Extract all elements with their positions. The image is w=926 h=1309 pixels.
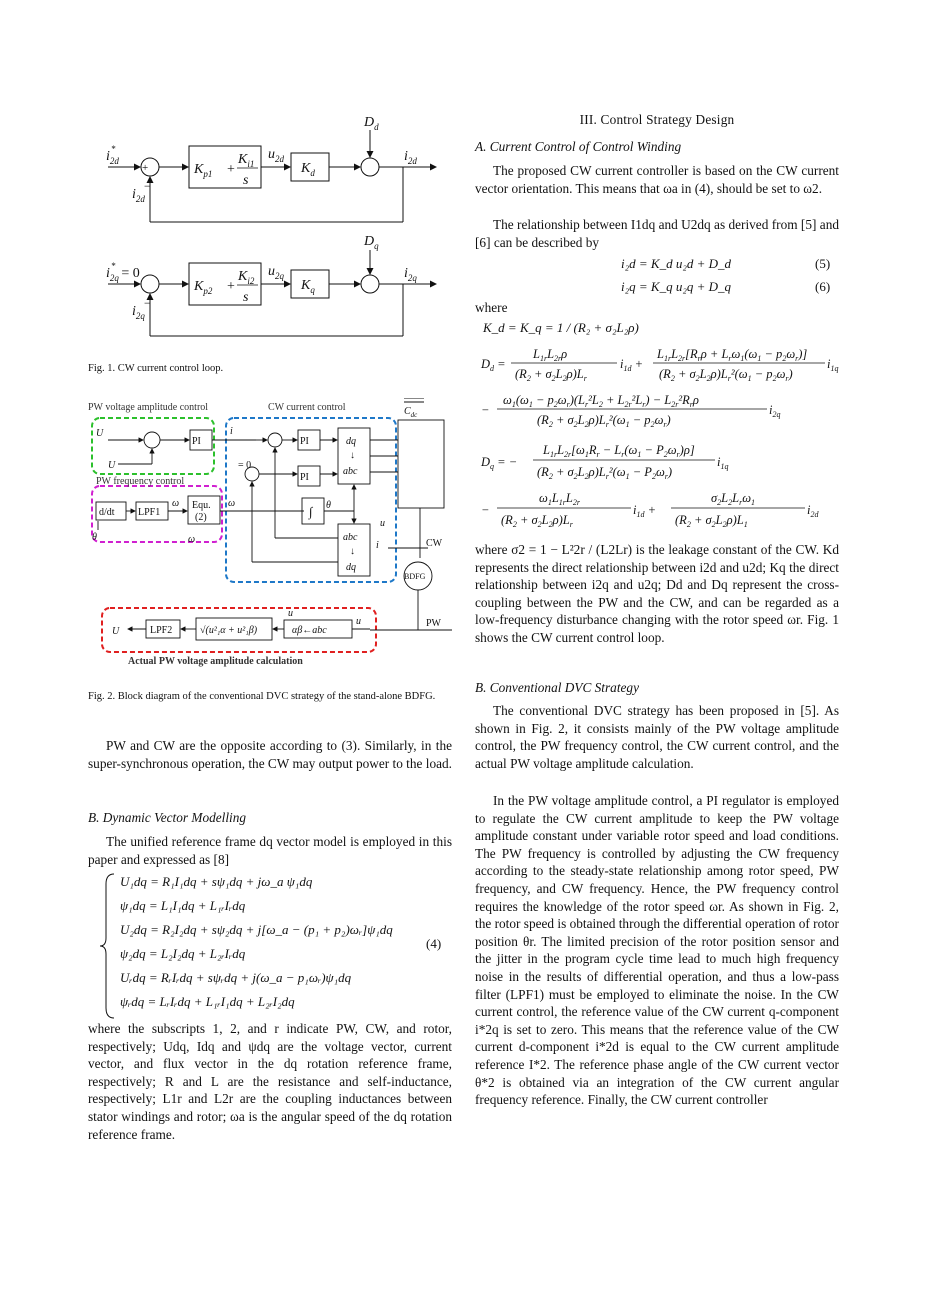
fig2-cw-cur-label: CW current control	[268, 402, 346, 413]
left-para2: The unified reference frame dq vector model is employed in this paper and expressed as [8]	[88, 834, 452, 867]
eq-Kd-Kq: K_d = K_q = 1 / (R₂ + σ₂L₂ρ)	[483, 320, 639, 335]
svg-text:(R2 + σ2L2ρ)Lr: $(R_2 + \sigma_2L_2\rho)L_r$	[501, 513, 573, 529]
fig2-pi3: PI	[300, 472, 309, 483]
fig1-plus-d: +	[227, 162, 235, 177]
fig2-lpf2: LPF2	[150, 625, 173, 636]
fig2-integral: ∫	[309, 504, 313, 519]
fig1-i2q-out-label: $i_{2q}$	[404, 266, 417, 283]
fig1-i2d-ref-label: $i_{2d}*$	[106, 144, 119, 166]
fig1-sum1-plus: +	[142, 162, 149, 174]
fig2-dvc-block-diagram	[88, 398, 452, 670]
eq4-line4: ψ₂dq = L₂I₂dq + L₂ᵣIᵣdq	[120, 946, 246, 961]
fig1-Ki1-label: $K_{i1}$	[238, 152, 255, 169]
svg-text:(R2 + σ2L2ρ)Lr²(ω1 − p2ωr): $(R_2 + \sigma_2L_2\rho)L_r^2(\omega_1 - p_2\omega_r)$	[659, 367, 793, 383]
fig1-plus-q: +	[227, 279, 235, 294]
svg-text:(R2 + σ2L2ρ)L1: $(R_2 + \sigma_2L_2\rho)L_1$	[675, 513, 748, 529]
fig2-pw: PW	[426, 618, 441, 629]
svg-text:−: −	[481, 503, 490, 517]
left-para3: where the subscripts 1, 2, and r indicate PW, CW, and rotor, respectively; Udq, Idq and ψdq are the voltage vector, current vector, and flux vector in the dq rotation reference frame, respectively; R and L are the resistance and self-inductance, respectively; L1r and L2r are the coupling inductances between stator windings and rotor; ωa is the angular speed of the dq rotation reference frame.	[88, 1021, 452, 1142]
fig1-i2d-fb-label: $i_{2d}$	[132, 187, 145, 204]
fig1-u2d-label: $u_{2d}$	[268, 147, 284, 164]
fig2-abc2: abc	[343, 532, 358, 543]
fig1-i2q-ref-label: $i_{2q}* = 0$	[106, 261, 140, 283]
right-paraB1: The conventional DVC strategy has been proposed in [5]. As shown in Fig. 2, it consists mainly of the PW voltage amplitude control, the PW frequency control, the CW current control, and the actual PW voltage amplitude calculation.	[475, 703, 839, 771]
fig2-actual-amp-label: Actual PW voltage amplitude calculation	[128, 656, 303, 667]
section-title: III. Control Strategy Design	[579, 112, 735, 127]
fig1-Kp1-label: $K_{p1}$	[194, 162, 213, 179]
eq4-number: (4)	[426, 936, 442, 951]
svg-text:ω1(ω1 − p2ωr)(Lr²L2 + L2r²Lr): $\omega_1(\omega_1 - p_2\omega_r)(L_r^2L_2 + L_{2r}^2L_r) - L_{2r}^2R_r\rho$	[503, 393, 699, 409]
eq4-brace	[98, 872, 118, 1020]
fig1-Kp2-label: $K_{p2}$	[194, 279, 213, 296]
left-subsec-b: B. Dynamic Vector Modelling	[88, 810, 247, 825]
fig2-omega-r: ω	[172, 498, 180, 509]
fig2-transform: αβ←abc	[292, 625, 327, 636]
svg-text:Dq = −: $D_q$ = −	[481, 455, 518, 471]
fig2-arrow2: ↓	[350, 546, 355, 557]
fig2-theta2: θ	[326, 500, 331, 511]
fig2-i2d: i	[230, 426, 233, 437]
fig1-Kq-label: $K_q$	[301, 278, 315, 295]
fig1-cw-current-loop	[88, 110, 452, 340]
fig1-Dd-label: $D_d$	[364, 115, 379, 132]
right-paraSigma: where σ2 = 1 − L²2r / (L2Lr) is the leakage constant of the CW. Kd represents the direct relationship between i2d and u2d; Kq the direct relationship between i2q and u2q; Dd and Dq represent the cross-coupling between the PW and the CW, and can be regarded as a low-frequency disturbance changing with the rotor speed ωr. Fig. 1 shows the CW current control loop.	[475, 542, 839, 645]
fig1-s-d: s	[243, 173, 249, 188]
left-para1: PW and CW are the opposite according to (3). Similarly, in the super-synchronous operation, the CW may output power to the load.	[88, 738, 452, 771]
eq4-line2: ψ₁dq = L₁I₁dq + L₁ᵣIᵣdq	[120, 898, 246, 913]
fig1-Ki2-label: $K_{i2}$	[238, 269, 255, 286]
svg-text:−: −	[481, 403, 490, 417]
fig2-sqrt: √(u²₁α + u²₁β)	[200, 625, 258, 636]
fig2-u1: U	[108, 460, 116, 471]
fig2-ddt: d/dt	[99, 507, 115, 518]
fig2-arrow1: ↓	[350, 450, 355, 461]
svg-text:L1rL2r[Rrρ + Lrω1(ω1 − p2ωr)]: $L_{1r}L_{2r}[R_r\rho + L_r\omega_1(\omega_1 - p_2\omega_r)]$	[657, 347, 808, 363]
fig1-i2q-fb-label: $i_{2q}$	[132, 304, 145, 321]
fig1-Kd-label: $K_d$	[301, 161, 315, 178]
svg-text:(R2 + σ2L2ρ)Lr²(ω1 − p2ωr): $(R_2 + \sigma_2L_2\rho)L_r^2(\omega_1 - p_2\omega_r)$	[537, 413, 671, 429]
svg-text:i1q: $i_{1q}$	[717, 455, 729, 471]
fig2-pi2: PI	[300, 436, 309, 447]
eq6: i₂q = K_q u₂q + D_q	[621, 279, 732, 294]
fig2-equ2: (2)	[195, 512, 207, 523]
right-paraA1: The proposed CW current controller is based on the CW current vector orientation. This means that ωa in (4), should be set to ω2.	[475, 163, 839, 196]
eq5: i₂d = K_d u₂d + D_d	[621, 256, 732, 271]
eq5-number: (5)	[815, 256, 831, 271]
fig2-lpf1: LPF1	[138, 507, 161, 518]
fig1-caption: Fig. 1. CW current control loop.	[88, 363, 224, 374]
svg-text:Dd =: $D_d$ =	[481, 357, 506, 373]
right-paraB2: In the PW voltage amplitude control, a PI regulator is employed to regulate the CW current amplitude to keep the PW voltage amplitude constant under variable rotor speed and load conditions. The PW frequency is controlled by adjusting the CW frequency according to the steady-state relationship among rotor speed, PW frequency, and CW frequency. Hence, the PW frequency control requires the knowledge of the rotor speed ωr. As shown in Fig. 2, the rotor speed is obtained through the differential operation of rotor position θr. The limited precision of the rotor position sensor and the jitter in the program cycle time lead to much high frequency noise in the results of differential operation, and thus a low-pass filter (LPF1) must be employed to eliminate the noise. In the CW current control, the reference value of the CW current q-component i*2q is set to zero. This means that the reference value of the CW current d-component i*2d is equal to the CW current amplitude reference I*2. The reference phase angle of the CW current vector θ*2 is obtained via an integration of the CW current angular frequency reference. Finally, the CW current controller	[475, 793, 839, 1108]
eq6-number: (6)	[815, 279, 831, 294]
fig2-i2abc: i	[376, 540, 379, 551]
fig2-u1-line: u	[356, 616, 361, 627]
eq-Dd-Dq	[475, 340, 839, 540]
where-label: where	[475, 300, 508, 315]
fig2-pw-freq-label: PW frequency control	[96, 476, 185, 487]
svg-text:i1d +: $i_{1d}$ +	[620, 357, 644, 373]
fig2-pw-amp-label: PW voltage amplitude control	[88, 402, 209, 413]
eq4-line6: ψᵣdq = LᵣIᵣdq + L₁ᵣI₁dq + L₂ᵣI₂dq	[120, 994, 295, 1009]
fig2-u-alphabeta: u	[288, 608, 293, 619]
fig2-bdfg: BDFG	[404, 572, 426, 581]
svg-text:i1d +: $i_{1d}$ +	[633, 503, 657, 519]
svg-text:i1q: $i_{1q}$	[827, 357, 839, 373]
fig1-i2d-out-label: $i_{2d}$	[404, 149, 417, 166]
subsec-a-title: A. Current Control of Control Winding	[475, 139, 682, 154]
fig2-equ: Equ.	[192, 500, 211, 511]
svg-text:L1rL2r[ω1Rr − Lr(ω1 − P2ωr)ρ]: $L_{1r}L_{2r}[\omega_1R_r - L_r(\omega_1 - P_2\omega_r)\rho]$	[543, 443, 695, 459]
fig2-abc1: abc	[343, 466, 358, 477]
fig2-u2abc: u	[380, 518, 385, 529]
fig2-dq1: dq	[346, 436, 356, 447]
svg-text:i2q: $i_{2q}$	[769, 403, 781, 419]
fig2-omega2: ω	[228, 498, 236, 509]
fig1-sum2-minus: −	[144, 296, 151, 310]
eq4-line1: U₁dq = R₁I₁dq + sψ₁dq + jω_a ψ₁dq	[120, 874, 313, 889]
fig1-u2q-label: $u_{2q}$	[268, 264, 284, 281]
fig1-Dq-label: $D_q$	[364, 234, 379, 251]
svg-text:σ2L2Lrω1: $\sigma_2L_2L_r\omega_1$	[711, 491, 756, 507]
subsec-b-title: B. Conventional DVC Strategy	[475, 680, 639, 695]
svg-text:ω1L1rL2r: $\omega_1L_{1r}L_{2r}$	[539, 491, 580, 507]
svg-text:(R2 + σ2L2ρ)Lr: $(R_2 + \sigma_2L_2\rho)L_r$	[515, 367, 587, 383]
fig2-pi1: PI	[192, 436, 201, 447]
fig2-i2q: = 0	[238, 460, 252, 471]
fig1-s-q: s	[243, 290, 249, 305]
fig2-u1star: U	[96, 428, 104, 439]
fig2-dq2: dq	[346, 562, 356, 573]
eq4-line3: U₂dq = R₂I₂dq + sψ₂dq + j[ω_a − (p₁ + p₂)ωᵣ]ψ₁dq	[120, 922, 393, 937]
svg-text:L1rL2rρ: $L_{1r}L_{2r}\rho$	[533, 347, 568, 363]
fig2-caption: Fig. 2. Block diagram of the conventional DVC strategy of the stand-alone BDFG.	[88, 691, 436, 702]
eq4-line5: Uᵣdq = RᵣIᵣdq + sψᵣdq + j(ω_a − p₁ωᵣ)ψ₁dq	[120, 970, 352, 985]
fig2-theta-r: θ	[92, 532, 97, 543]
fig2-cdc: $C_{dc}$	[404, 406, 418, 419]
svg-text:(R2 + σ2L2ρ)Lr²(ω1 − P2ωr): $(R_2 + \sigma_2L_2\rho)L_r^2(\omega_1 - P_2\omega_r)$	[537, 465, 673, 481]
fig2-cw: CW	[426, 538, 443, 549]
fig2-u: U	[112, 626, 120, 637]
fig1-sum1-minus: −	[144, 179, 151, 193]
fig2-omega1: ω	[188, 534, 196, 545]
right-paraA2: The relationship between I1dq and U2dq as derived from [5] and [6] can be described by	[475, 217, 839, 250]
svg-text:i2d: $i_{2d}$	[807, 503, 819, 519]
